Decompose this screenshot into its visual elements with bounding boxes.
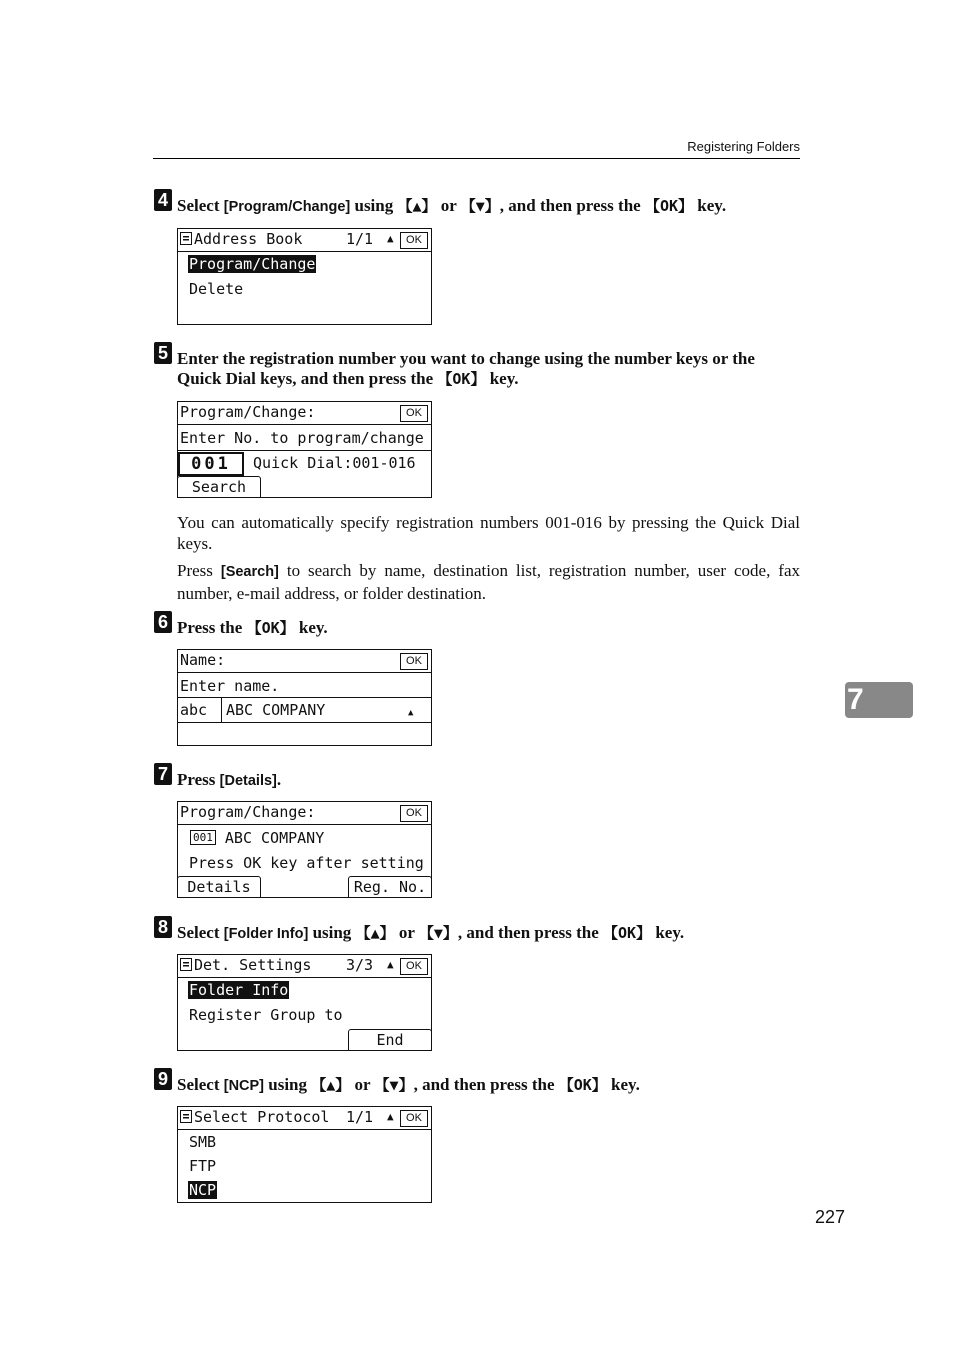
ok-icon: OK (400, 805, 428, 822)
input-mode: abc (180, 701, 208, 719)
menu-item: SMB (189, 1133, 217, 1151)
search-softkey: Search (177, 476, 261, 497)
step-number: 8 (154, 916, 172, 938)
step-instruction: Press [Details]. (177, 770, 282, 789)
note-paragraph: Press [Search] to search by name, destination list, registration number, user code, fax number, e-mail address, or folder destination. (177, 561, 800, 603)
scroll-arrows-icon: ▲ (387, 958, 394, 971)
lcd-program-change-details (177, 801, 432, 898)
lcd-select-protocol (177, 1106, 432, 1203)
lcd-address-book (177, 228, 432, 325)
lcd-title-bar: Det. Settings 3/3 ▲ (180, 953, 431, 977)
step-number: 7 (154, 763, 172, 785)
lcd-prompt: Enter name. (180, 677, 280, 695)
ok-icon: OK (400, 958, 428, 975)
lcd-title-bar: Program/Change: (180, 403, 316, 421)
menu-item-selected: Folder Info (189, 981, 289, 999)
menu-item: FTP (189, 1157, 217, 1175)
ok-icon: OK (400, 405, 428, 422)
step-instruction: Press the 【OK】 key. (177, 618, 328, 637)
running-header: Registering Folders (687, 139, 800, 154)
registration-number-field: 001 (178, 452, 244, 476)
step-instruction: Enter the registration number you want to change using the number keys or the Quick Dial keys, and then press the 【OK】 key. (177, 349, 755, 388)
menu-item: Delete (189, 280, 244, 298)
step-instruction: Select [NCP] using 【▲】 or 【▼】, and then press the 【OK】 key. (177, 1075, 640, 1094)
step-instruction: Select [Program/Change] using 【▲】 or 【▼】, and then press the 【OK】 key. (177, 196, 727, 215)
book-icon (180, 232, 192, 245)
step-number: 6 (154, 611, 172, 633)
ok-icon: OK (400, 1110, 428, 1127)
book-icon (180, 958, 192, 971)
ok-icon: OK (400, 653, 428, 670)
details-softkey: Details (177, 876, 261, 897)
note-paragraph: You can automatically specify registration numbers 001-016 by pressing the Quick Dial keys. (177, 513, 800, 553)
step-instruction: Select [Folder Info] using 【▲】 or 【▼】, and then press the 【OK】 key. (177, 923, 685, 942)
scroll-arrows-icon: ▲ (387, 1110, 394, 1123)
ok-icon: OK (400, 232, 428, 249)
quick-dial-range: Quick Dial:001-016 (253, 454, 416, 472)
reg-no-softkey: Reg. No. (348, 876, 432, 897)
lcd-program-change (177, 401, 432, 498)
page-number: 227 (814, 1207, 845, 1227)
lcd-name-entry (177, 649, 432, 746)
step-number: 9 (154, 1068, 172, 1090)
menu-item: Register Group to (189, 1006, 343, 1024)
menu-item-selected: Program/Change (189, 255, 316, 273)
header-rule (153, 158, 800, 159)
scroll-arrows-icon: ▲ (387, 232, 394, 245)
lcd-detail-settings (177, 954, 432, 1051)
registration-number-badge: 001 (190, 830, 216, 845)
chapter-tab: 7 (845, 682, 913, 718)
book-icon (180, 1110, 192, 1123)
step-number: 4 (154, 189, 172, 211)
menu-item-selected: NCP (189, 1181, 217, 1199)
lcd-title-bar: Address Book 1/1 ▲ (180, 227, 431, 251)
lcd-title-bar: Select Protocol 1/1 ▲ (180, 1105, 431, 1129)
name-value: ABC COMPANY (226, 701, 326, 719)
step-number: 5 (154, 342, 172, 364)
lcd-prompt: Enter No. to program/change (180, 429, 424, 447)
entry-name: ABC COMPANY (224, 829, 325, 847)
end-softkey: End (348, 1029, 432, 1050)
lcd-message: Press OK key after setting (189, 854, 424, 872)
lcd-title-bar: Program/Change: (180, 803, 316, 821)
lcd-title-bar: Name: (180, 651, 226, 669)
cursor-arrow-icon: ▲ (408, 708, 414, 718)
